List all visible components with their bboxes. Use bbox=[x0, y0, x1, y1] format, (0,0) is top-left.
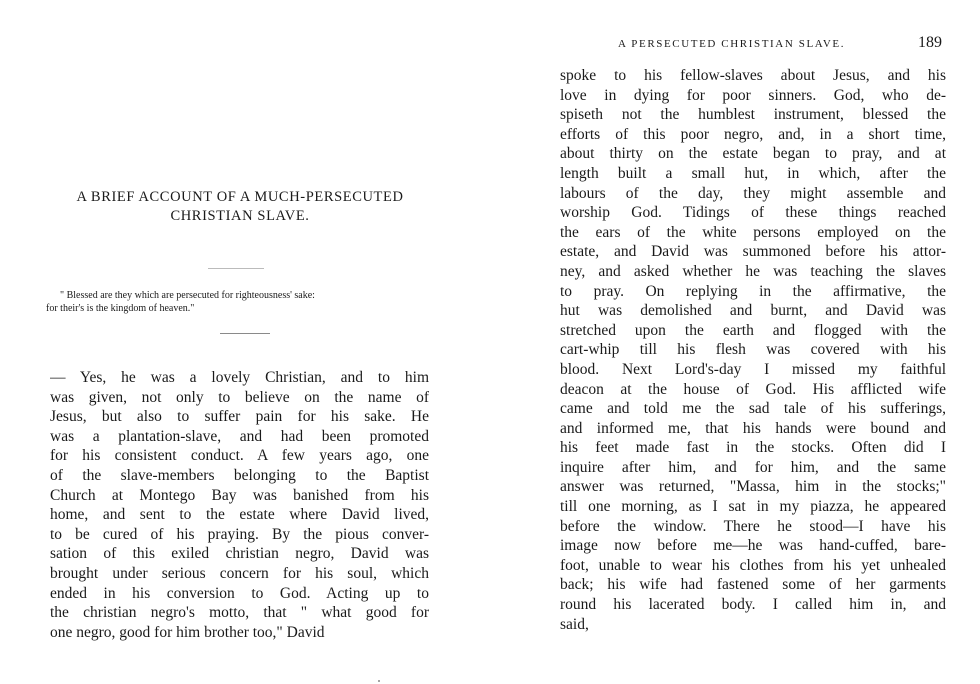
text-line: said, bbox=[560, 615, 589, 633]
text-line: brought under serious concern for his soul, which bbox=[50, 564, 429, 582]
paper-speck bbox=[378, 680, 380, 682]
text-line: hut was demolished and burnt, and David was bbox=[560, 302, 946, 320]
text-line: love in dying for poor sinners. God, who de- bbox=[560, 86, 946, 104]
text-line: his feet made fast in the stocks. Often did I bbox=[560, 439, 946, 457]
text-line: — Yes, he was a lovely Christian, and to him bbox=[50, 369, 429, 386]
chapter-title bbox=[40, 188, 440, 226]
text-line: sation of this exiled christian negro, David was bbox=[50, 545, 429, 563]
text-line: round his lacerated body. I called him in, and bbox=[560, 596, 946, 614]
text-line: was a plantation-slave, and had been promoted bbox=[50, 427, 429, 445]
text-line: back; his wife had fastened some of her garments bbox=[560, 576, 946, 594]
text-line: home, and sent to the estate where David lived, bbox=[50, 506, 429, 524]
text-line: length built a small hut, in which, after the bbox=[560, 164, 946, 182]
right-body-text bbox=[560, 66, 946, 634]
text-line: the christian negro's motto, that " what good for bbox=[50, 604, 429, 622]
left-body-text bbox=[50, 368, 429, 642]
text-line: stretched upon the earth and flogged with the bbox=[560, 321, 946, 339]
text-line: deacon at the house of God. His afflicted wife bbox=[560, 380, 946, 398]
text-line: of the slave-members belonging to the Baptist bbox=[50, 466, 429, 484]
text-line: to be cured of his praying. By the pious conver- bbox=[50, 525, 429, 543]
text-line: blood. Next Lord's-day I missed my faithful bbox=[560, 360, 946, 378]
text-line: image now before me—he was hand-cuffed, bare- bbox=[560, 537, 946, 555]
text-line: labours of the day, they might assemble and bbox=[560, 184, 946, 202]
text-line: before the window. There he stood—I have his bbox=[560, 517, 946, 535]
page-number: 189 bbox=[918, 34, 942, 51]
ornamental-rule-bottom bbox=[220, 333, 270, 334]
text-line: came and told me the sad tale of his sufferings, bbox=[560, 400, 946, 418]
text-line: spoke to his fellow-slaves about Jesus, and his bbox=[560, 67, 946, 84]
text-line: for his consistent conduct. A few years ago, one bbox=[50, 447, 429, 465]
text-line: cart-whip till his flesh was covered with his bbox=[560, 341, 946, 359]
text-line: ended in his conversion to God. Acting up to bbox=[50, 584, 429, 602]
epigraph bbox=[46, 289, 438, 315]
epigraph-line-2: for their's is the kingdom of heaven." bbox=[46, 303, 195, 314]
text-line: Jesus, but also to suffer pain for his sake. He bbox=[50, 408, 429, 426]
text-line: one negro, good for him brother too," David bbox=[50, 623, 325, 641]
text-line: Church at Montego Bay was banished from his bbox=[50, 486, 429, 504]
right-page bbox=[490, 0, 980, 684]
text-line: efforts of this poor negro, and, in a short time, bbox=[560, 125, 946, 143]
text-line: foot, unable to wear his clothes from his yet unhealed bbox=[560, 556, 946, 574]
ornamental-rule-top bbox=[208, 268, 264, 269]
text-line: spiseth not the humblest instrument, blessed the bbox=[560, 106, 946, 124]
running-head: A PERSECUTED CHRISTIAN SLAVE. bbox=[618, 38, 846, 50]
text-line: to pray. On replying in the affirmative, the bbox=[560, 282, 946, 300]
chapter-title-line-2: CHRISTIAN SLAVE. bbox=[170, 208, 310, 224]
text-line: and informed me, that his hands were bound and bbox=[560, 419, 946, 437]
text-line: answer was returned, "Massa, him in the stocks;" bbox=[560, 478, 946, 496]
text-line: ney, and asked whether he was teaching the slaves bbox=[560, 262, 946, 280]
text-line: about thirty on the estate began to pray, and at bbox=[560, 145, 946, 163]
epigraph-line-1: " Blessed are they which are persecuted for righteousness' sake: bbox=[60, 290, 315, 301]
text-line: the ears of the white persons employed on the bbox=[560, 223, 946, 241]
text-line: worship God. Tidings of these things reached bbox=[560, 204, 946, 222]
text-line: inquire after him, and for him, and the same bbox=[560, 458, 946, 476]
text-line: was given, not only to believe on the name of bbox=[50, 388, 429, 406]
chapter-title-line-1: A BRIEF ACCOUNT OF A MUCH-PERSECUTED bbox=[76, 189, 404, 205]
text-line: till one morning, as I sat in my piazza, he appeared bbox=[560, 498, 946, 516]
text-line: estate, and David was summoned before his attor- bbox=[560, 243, 946, 261]
